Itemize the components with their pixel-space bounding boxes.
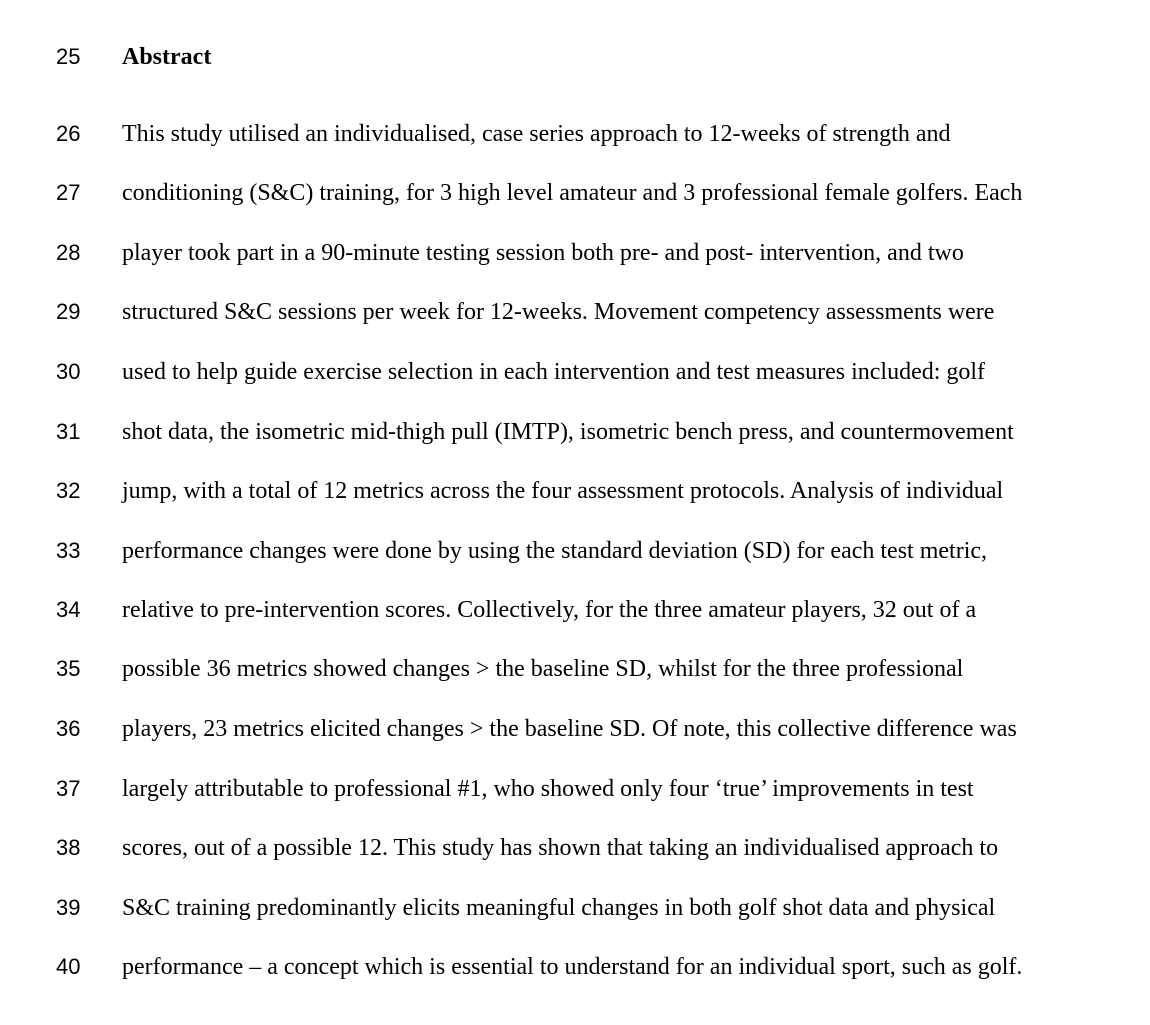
text-line: [0, 590, 1150, 630]
line-text: shot data, the isometric mid-thigh pull (IMTP), isometric bench press, and countermovement: [122, 419, 1014, 445]
line-number: 33: [56, 538, 81, 563]
text-line: [0, 114, 1150, 154]
text-line: [0, 769, 1150, 809]
line-number: 34: [56, 597, 81, 622]
line-number: 35: [56, 656, 81, 681]
line-text: This study utilised an individualised, case series approach to 12-weeks of strength and: [122, 121, 951, 147]
line-number: 32: [56, 478, 81, 503]
line-number: 39: [56, 895, 81, 920]
line-number: 27: [56, 180, 81, 205]
line-text: performance changes were done by using the standard deviation (SD) for each test metric,: [122, 538, 988, 564]
line-number: 26: [56, 121, 81, 146]
text-line: [0, 233, 1150, 273]
line-text: S&C training predominantly elicits meaningful changes in both golf shot data and physical: [122, 895, 996, 921]
line-number: 30: [56, 359, 81, 384]
line-number: 29: [56, 299, 81, 324]
text-line: [0, 649, 1150, 689]
line-text: conditioning (S&C) training, for 3 high level amateur and 3 professional female golfers. Each: [122, 180, 1023, 206]
abstract-heading-line: [0, 37, 1150, 77]
line-number: 28: [56, 240, 81, 265]
line-number: 37: [56, 776, 81, 801]
line-number: 38: [56, 835, 81, 860]
line-number: 40: [56, 954, 81, 979]
text-line: [0, 709, 1150, 749]
text-line: [0, 947, 1150, 987]
text-line: [0, 471, 1150, 511]
line-text: scores, out of a possible 12. This study has shown that taking an individualised approach to: [122, 835, 999, 861]
text-line: [0, 412, 1150, 452]
text-line: [0, 173, 1150, 213]
line-text: structured S&C sessions per week for 12-weeks. Movement competency assessments were: [122, 299, 995, 325]
line-text: possible 36 metrics showed changes > the baseline SD, whilst for the three professional: [122, 656, 964, 682]
line-text: players, 23 metrics elicited changes > the baseline SD. Of note, this collective difference was: [122, 716, 1017, 742]
line-text: relative to pre-intervention scores. Collectively, for the three amateur players, 32 out of a: [122, 597, 977, 623]
line-text: largely attributable to professional #1, who showed only four ‘true’ improvements in test: [122, 776, 974, 802]
text-line: [0, 828, 1150, 868]
text-line: [0, 531, 1150, 571]
line-text: player took part in a 90-minute testing session both pre- and post- intervention, and two: [122, 240, 964, 266]
line-number: 31: [56, 419, 81, 444]
line-text: used to help guide exercise selection in each intervention and test measures included: golf: [122, 359, 986, 385]
section-heading: Abstract: [122, 44, 212, 70]
text-line: [0, 352, 1150, 392]
line-number: 36: [56, 716, 81, 741]
text-line: [0, 888, 1150, 928]
line-text: jump, with a total of 12 metrics across the four assessment protocols. Analysis of individual: [122, 478, 1004, 504]
line-number: 25: [56, 44, 81, 69]
line-text: performance – a concept which is essential to understand for an individual sport, such as golf.: [122, 954, 1023, 980]
text-line: [0, 292, 1150, 332]
